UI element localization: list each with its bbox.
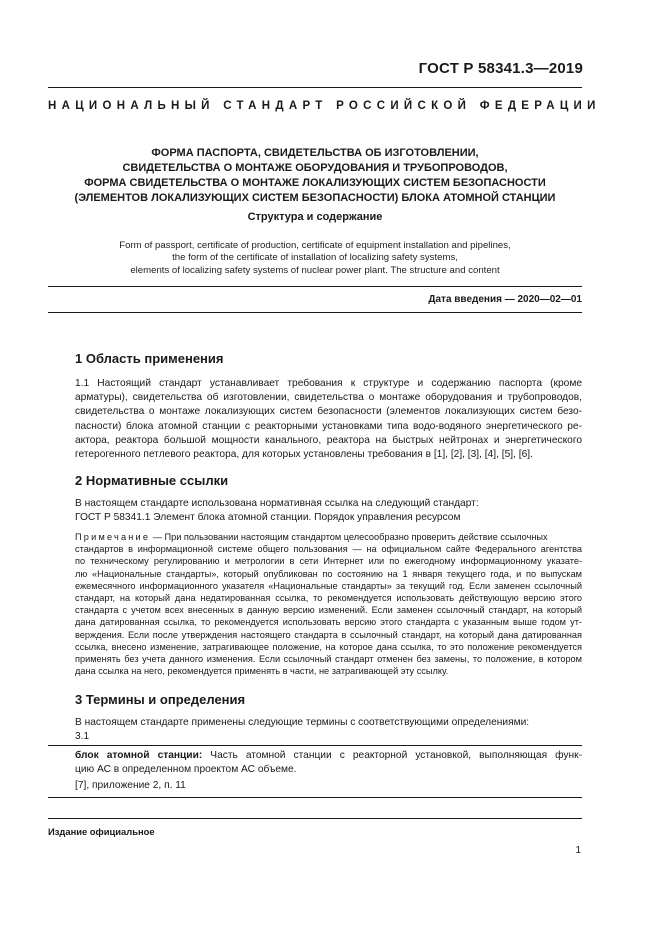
section-3-intro (75, 716, 582, 744)
note-line: ежемесячного информационного указателя «Национальные стандарты» за текущий год. Если заменен ссылочный (75, 580, 582, 591)
section-3-heading: 3 Термины и определения (75, 692, 246, 707)
note-line: стандартов в информационной системе общего пользования — на официальном сайте Федерального агентства (75, 544, 582, 555)
term-definition (75, 749, 582, 794)
term-source: [7], приложение 2, п. 11 (75, 780, 186, 792)
header-rule (48, 87, 582, 88)
note-line: дана ссылка на него, рекомендуется применять в части, не затрагивающей эту ссылку. (75, 666, 449, 677)
referenced-standard: ГОСТ Р 58341.1 Элемент блока атомной станции. Порядок управления ресурсом (75, 512, 461, 524)
note-line: стандарт, на который дана недатированная ссылка, то рекомендуется использовать действующую версию этого (75, 593, 582, 604)
note-line: применять без учета данного изменения. Если ссылочный стандарт отменен без замены, то положение, в котором (75, 654, 582, 665)
definition-line: цию АС в определенном проектом АС объеме. (75, 764, 297, 776)
paragraph-line: актора, реактора большой мощности канального, реактора на быстрых нейтронах и энергетического (75, 434, 582, 446)
page-number: 1 (575, 845, 581, 856)
note-line: верждения. Если после утверждения настоящего стандарта в ссылочный стандарт, на который дана датированная (75, 629, 582, 640)
note-line: по техническому регулированию и метрологии в сети Интернет или по ежегодному информационному указате- (75, 556, 582, 567)
note-line: ссылка, внесено изменение, затрагивающее положение, на которое дана ссылка, то это положение рекомендуется (75, 641, 582, 652)
definition-line (75, 749, 582, 763)
document-subtitle: Структура и содержание (247, 211, 383, 223)
note-label: Примечание (75, 532, 151, 542)
section-1-heading: 1 Область применения (75, 351, 224, 366)
term-name: блок атомной станции: (75, 750, 203, 761)
date-rule (48, 286, 582, 287)
item-number: 3.1 (75, 731, 90, 743)
document-title (48, 146, 582, 206)
title-line: (ЭЛЕМЕНТОВ ЛОКАЛИЗУЮЩИХ СИСТЕМ БЕЗОПАСНОСТИ) БЛОКА АТОМНОЙ СТАНЦИИ (74, 192, 556, 204)
note-line: стандарта с учетом всех внесенных в данную версию изменений. Если заменен ссылочный стандарт, на который (75, 605, 582, 616)
english-title-line: Form of passport, certificate of production, certificate of equipment installation and pipelines, (119, 240, 511, 251)
english-title (48, 240, 582, 277)
paragraph-line: гетерогенного петлевого реактора, для которых установлены требования в [1], [2], [3], [4], [5], [6]. (75, 449, 533, 461)
term-box-bottom-rule (48, 797, 582, 798)
official-edition-label: Издание официальное (48, 826, 155, 837)
definition-text: Часть атомной станции с реакторной установкой, выполняющая функ- (202, 750, 582, 761)
intro-line: В настоящем стандарте применены следующие термины с соответствующими определениями: (75, 717, 530, 728)
paragraph-line: арматуры), свидетельства об изготовлении, свидетельства о монтаже оборудования и трубопроводов, (75, 392, 582, 404)
section-1-paragraph (75, 377, 582, 462)
note-line: лю «Национальные стандарты», который опубликован по состоянию на 1 января текущего года, и по выпускам (75, 568, 582, 579)
standard-number: ГОСТ Р 58341.3—2019 (418, 60, 583, 77)
term-box-top-rule (48, 745, 582, 746)
english-title-line: the form of the certificate of installation of localizing safety systems, (172, 252, 458, 264)
footer-rule (48, 818, 582, 819)
section-2-paragraph (75, 497, 582, 525)
title-line: СВИДЕТЕЛЬСТВА О МОНТАЖЕ ОБОРУДОВАНИЯ И ТРУБОПРОВОДОВ, (122, 162, 508, 174)
note-block (75, 531, 582, 677)
paragraph-line: 1.1 Настоящий стандарт устанавливает требования к структуре и содержанию паспорта (кроме (75, 378, 582, 389)
national-standard-caption: НАЦИОНАЛЬНЫЙ СТАНДАРТ РОССИЙСКОЙ ФЕДЕРАЦИИ (48, 100, 601, 112)
effective-date: Дата введения — 2020—02—01 (428, 294, 582, 305)
date-rule-bottom (48, 312, 582, 313)
section-2-heading: 2 Нормативные ссылки (75, 473, 229, 488)
english-title-line: elements of localizing safety systems of nuclear power plant. The structure and content (130, 264, 500, 276)
paragraph-line: свидетельства о монтаже локализующих систем безопасности (элементов локализующих систем безо- (75, 406, 582, 418)
note-line (75, 531, 582, 543)
title-line: ФОРМА ПАСПОРТА, СВИДЕТЕЛЬСТВА ОБ ИЗГОТОВЛЕНИИ, (151, 147, 479, 159)
note-text: — При пользовании настоящим стандартом целесообразно проверить действие ссылочных (150, 532, 548, 542)
paragraph-line: В настоящем стандарте использована нормативная ссылка на следующий стандарт: (75, 498, 479, 509)
note-line: дана датированная ссылка, то рекомендуется использовать версию этого стандарта с указанным выше годом ут- (75, 617, 582, 628)
title-line: ФОРМА СВИДЕТЕЛЬСТВА О МОНТАЖЕ ЛОКАЛИЗУЮЩИХ СИСТЕМ БЕЗОПАСНОСТИ (84, 177, 546, 189)
paragraph-line: пасности) блока атомной станции с реакторными установками типа водо-водяного энергетического ре- (75, 420, 582, 432)
